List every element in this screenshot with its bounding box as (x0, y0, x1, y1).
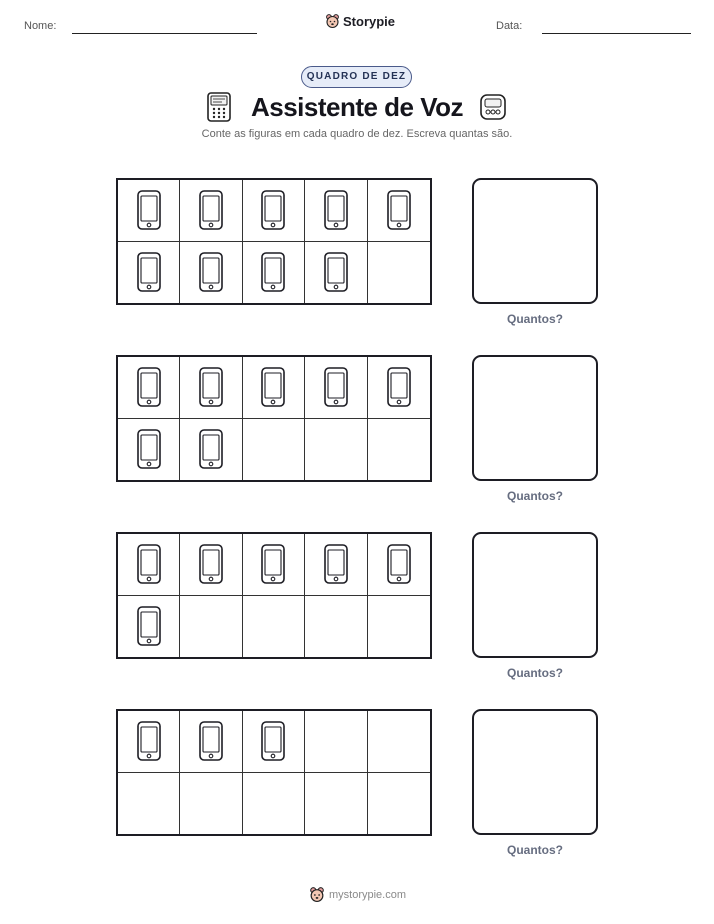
voice-assistant-device-icon (206, 91, 232, 123)
count-prompt: Quantos? (507, 666, 563, 680)
ten-frame-cell (118, 419, 180, 481)
smartphone-icon (323, 189, 349, 231)
ten-frame-cell (368, 180, 430, 242)
ten-frame-cell (118, 534, 180, 596)
ten-frame-cell (243, 180, 305, 242)
count-prompt: Quantos? (507, 843, 563, 857)
footer (309, 886, 406, 903)
ten-frame-cell (305, 534, 367, 596)
smartphone-icon (136, 428, 162, 470)
ten-frame (116, 709, 432, 836)
ten-frame-cell (305, 596, 367, 658)
ten-frame-cell (243, 357, 305, 419)
footer-url: mystorypie.com (329, 888, 407, 901)
smartphone-icon (198, 251, 224, 293)
ten-frame-cell (243, 596, 305, 658)
ten-frame-cell (180, 242, 242, 304)
smart-speaker-icon (479, 93, 507, 121)
ten-frame-cell (305, 242, 367, 304)
ten-frame-cell (368, 773, 430, 835)
ten-frame-cell (180, 711, 242, 773)
answer-box[interactable] (472, 532, 598, 658)
storypie-bear-logo (325, 13, 340, 29)
smartphone-icon (386, 189, 412, 231)
ten-frame-cell (118, 773, 180, 835)
smartphone-icon (386, 543, 412, 585)
ten-frame-cell (118, 357, 180, 419)
ten-frame-cell (180, 419, 242, 481)
smartphone-icon (136, 720, 162, 762)
smartphone-icon (136, 366, 162, 408)
ten-frame-cell (118, 242, 180, 304)
name-line[interactable] (72, 33, 257, 34)
ten-frame-cell (305, 711, 367, 773)
brand-name: Storypie (343, 13, 396, 29)
ten-frame-cell (243, 711, 305, 773)
smartphone-icon (136, 543, 162, 585)
answer-box[interactable] (472, 355, 598, 481)
ten-frame-cell (180, 534, 242, 596)
smartphone-icon (260, 720, 286, 762)
ten-frame-cell (180, 180, 242, 242)
ten-frame-cell (180, 357, 242, 419)
smartphone-icon (260, 543, 286, 585)
smartphone-icon (323, 251, 349, 293)
date-label: Data: (496, 20, 523, 32)
count-prompt: Quantos? (507, 489, 563, 503)
smartphone-icon (386, 366, 412, 408)
ten-frame-cell (243, 242, 305, 304)
name-label: Nome: (24, 20, 57, 32)
ten-frame-cell (368, 534, 430, 596)
ten-frame-cell (368, 711, 430, 773)
smartphone-icon (198, 428, 224, 470)
smartphone-icon (198, 720, 224, 762)
ten-frame-cell (243, 419, 305, 481)
ten-frame-cell (118, 180, 180, 242)
ten-frame-cell (368, 242, 430, 304)
ten-frame-cell (305, 773, 367, 835)
ten-frame-cell (118, 711, 180, 773)
ten-frame (116, 355, 432, 482)
count-prompt: Quantos? (507, 312, 563, 326)
instructions: Conte as figuras em cada quadro de dez. Escreva quantas são. (201, 128, 513, 140)
smartphone-icon (323, 543, 349, 585)
brand (325, 13, 395, 29)
ten-frame (116, 532, 432, 659)
ten-frame-cell (180, 773, 242, 835)
smartphone-icon (323, 366, 349, 408)
smartphone-icon (136, 189, 162, 231)
date-line[interactable] (542, 33, 691, 34)
ten-frame-cell (305, 357, 367, 419)
answer-box[interactable] (472, 709, 598, 835)
category-badge: QUADRO DE DEZ (301, 66, 412, 88)
ten-frame-cell (305, 180, 367, 242)
ten-frame-cell (368, 419, 430, 481)
ten-frame-cell (243, 534, 305, 596)
smartphone-icon (198, 189, 224, 231)
page-title: Assistente de Voz (250, 92, 464, 122)
ten-frame-cell (243, 773, 305, 835)
storypie-bear-logo (309, 886, 325, 903)
ten-frame-cell (118, 596, 180, 658)
ten-frame-cell (368, 596, 430, 658)
smartphone-icon (260, 251, 286, 293)
ten-frame-cell (305, 419, 367, 481)
smartphone-icon (198, 366, 224, 408)
smartphone-icon (136, 605, 162, 647)
ten-frame-cell (368, 357, 430, 419)
ten-frame-cell (180, 596, 242, 658)
smartphone-icon (198, 543, 224, 585)
answer-box[interactable] (472, 178, 598, 304)
smartphone-icon (260, 189, 286, 231)
smartphone-icon (136, 251, 162, 293)
smartphone-icon (260, 366, 286, 408)
ten-frame (116, 178, 432, 305)
